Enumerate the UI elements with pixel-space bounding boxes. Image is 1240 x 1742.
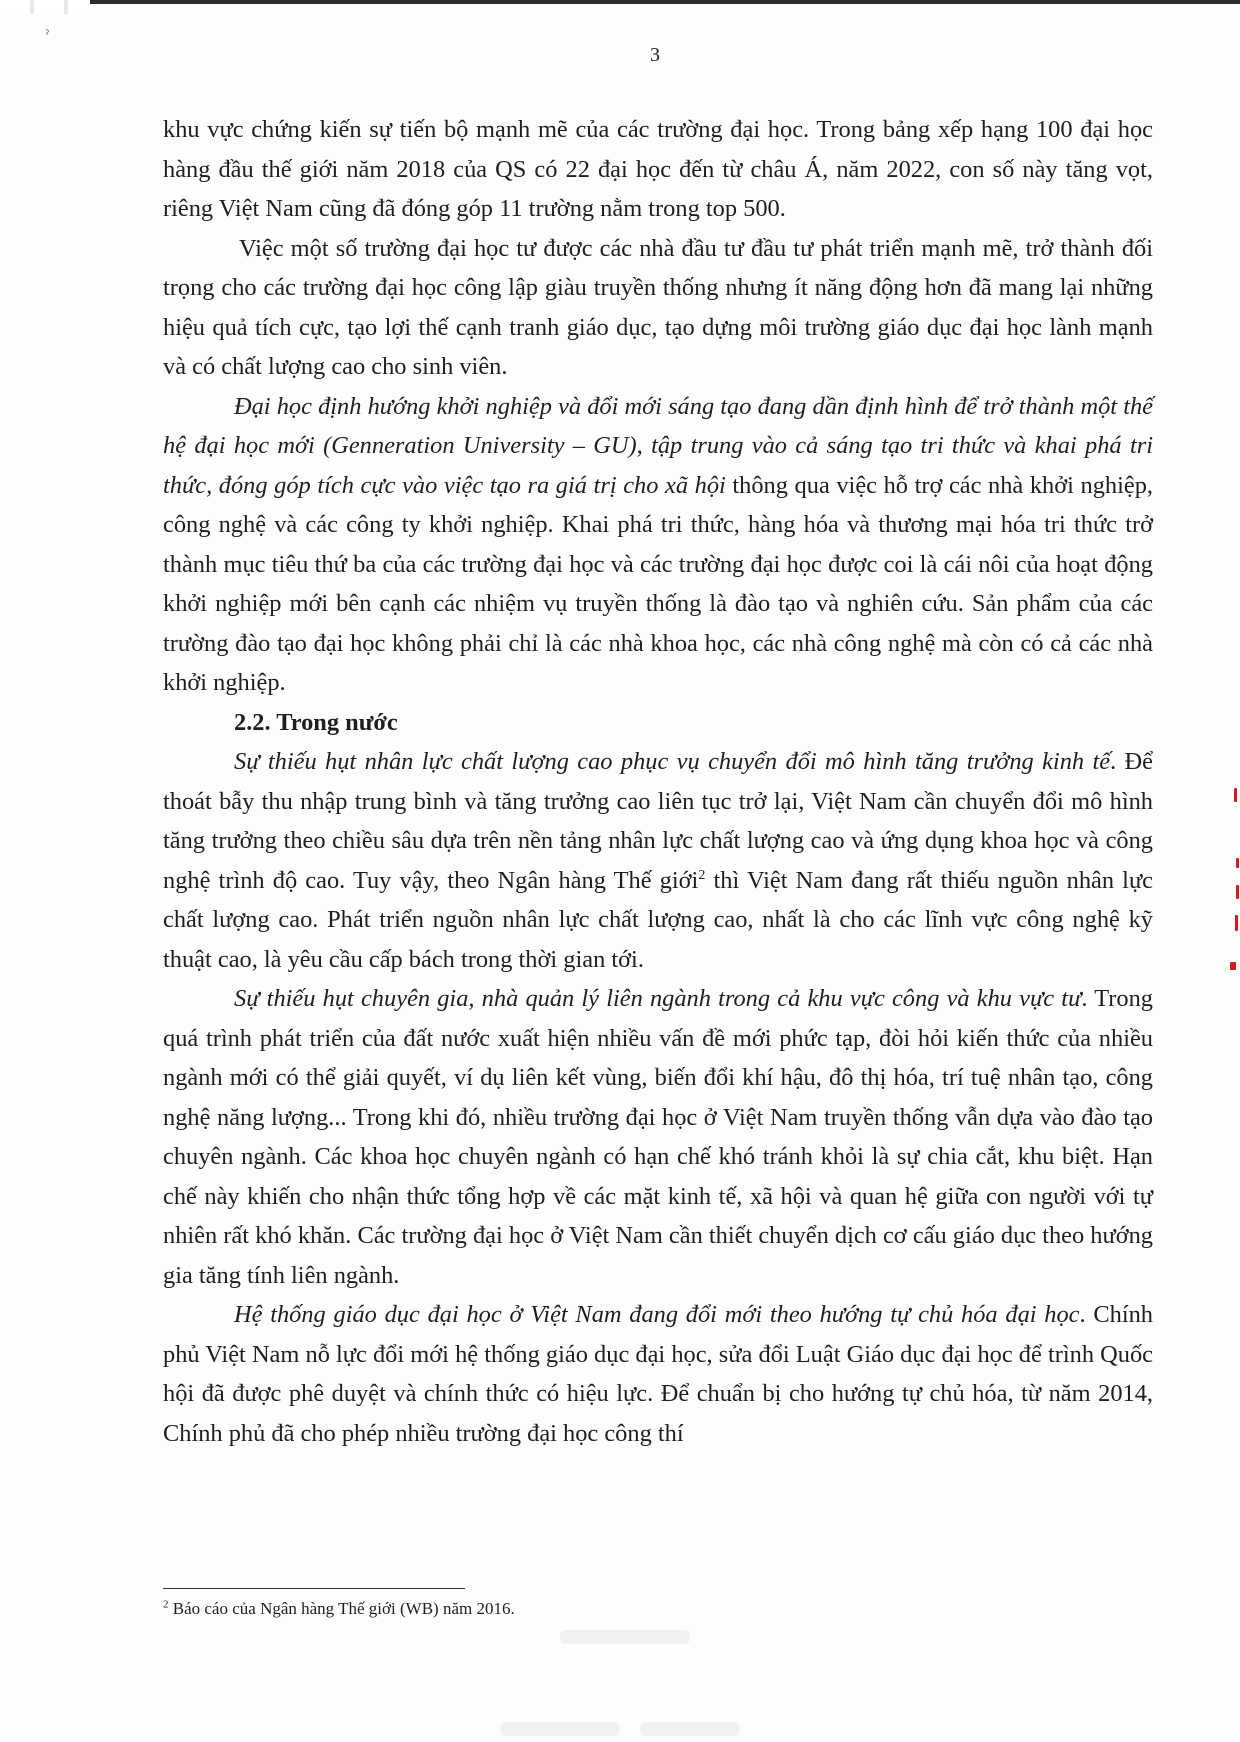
body-text (163, 110, 1153, 1453)
page-number: 3 (650, 44, 660, 66)
top-scan-border (0, 0, 1240, 4)
footnote-divider (163, 1588, 465, 1589)
paragraph-4-text-a: . Để thoát bẫy thu nhập trung bình và tăng trưởng cao liên tục trở lại, Việt Nam cần chuyển đổi mô hình tăng trưởng theo chiều sâu dựa trên nền tảng nhân lực chất lượng cao và ứng dụng khoa học và công nghệ trình độ cao. Tuy vậy, theo Ngân hàng Thế giới (163, 748, 1153, 894)
paragraph-3-text: thông qua việc hỗ trợ các nhà khởi nghiệp, công nghệ và các công ty khởi nghiệp. Khai phá tri thức, hàng hóa và thương mại hóa tri thức trở thành mục tiêu thứ ba của các trường đại học và các trường đại học được coi là cái nôi của hoạt động khởi nghiệp mới bên cạnh các nhiệm vụ truyền thống là đào tạo và nghiên cứu. Sản phẩm của các trường đào tạo đại học không phải chỉ là các nhà khoa học, các nhà công nghệ mà còn có cả các nhà khởi nghiệp. (163, 471, 1153, 696)
margin-mark (1236, 885, 1239, 899)
scan-smudge (560, 1630, 690, 1644)
scan-smudge (500, 1722, 620, 1736)
paragraph-3 (163, 387, 1153, 703)
footnote (163, 1596, 515, 1622)
scan-artifact-mark: ˀ (45, 28, 50, 42)
paragraph-4 (163, 742, 1153, 979)
margin-mark (1236, 858, 1239, 868)
paragraph-2: Việc một số trường đại học tư được các nhà đầu tư đầu tư phát triển mạnh mẽ, trở thành đối trọng cho các trường đại học công lập giàu truyền thống nhưng ít năng động hơn đã mang lại những hiệu quả tích cực, tạo lợi thế cạnh tranh giáo dục, tạo dựng môi trường giáo dục đại học lành mạnh và có chất lượng cao cho sinh viên. (163, 234, 1153, 380)
paragraph-6-text: . Chính phủ Việt Nam nỗ lực đổi mới hệ thống giáo dục đại học, sửa đổi Luật Giáo dục đại học để trình Quốc hội đã được phê duyệt và chính thức có hiệu lực. Để chuẩn bị cho hướng tự chủ hóa, từ năm 2014, Chính phủ đã cho phép nhiều trường đại học công thí (163, 1301, 1153, 1447)
section-heading: 2.2. Trong nước (234, 708, 398, 736)
paragraph-5-italic: Sự thiếu hụt chuyên gia, nhà quản lý liên ngành trong cả khu vực công và khu vực tư (234, 985, 1082, 1012)
paragraph-4-text-b: thì Việt Nam đang rất thiếu nguồn nhân lực chất lượng cao. Phát triển nguồn nhân lực chất lượng cao, nhất là cho các lĩnh vực công nghệ kỹ thuật cao, là yêu cầu cấp bách trong thời gian tới. (163, 866, 1153, 973)
paragraph-5-text: . Trong quá trình phát triển của đất nước xuất hiện nhiều vấn đề mới phức tạp, đòi hỏi kiến thức của nhiều ngành mới có thể giải quyết, ví dụ liên kết vùng, biến đổi khí hậu, đô thị hóa, trí tuệ nhân tạo, công nghệ năng lượng... Trong khi đó, nhiều trường đại học ở Việt Nam truyền thống vẫn dựa vào đào tạo chuyên ngành. Các khoa học chuyên ngành có hạn chế khó tránh khỏi là sự chia cắt, khu biệt. Hạn chế này khiến cho nhận thức tổng hợp về các mặt kinh tế, xã hội và quan hệ giữa con người với tự nhiên rất khó khăn. Các trường đại học ở Việt Nam cần thiết chuyển dịch cơ cấu giáo dục theo hướng gia tăng tính liên ngành. (163, 985, 1153, 1289)
paragraph-6-italic: Hệ thống giáo dục đại học ở Việt Nam đang đổi mới theo hướng tự chủ hóa đại học (234, 1301, 1080, 1328)
paragraph-4-italic: Sự thiếu hụt nhân lực chất lượng cao phục vụ chuyển đổi mô hình tăng trưởng kinh tế (234, 748, 1111, 775)
paragraph-1: khu vực chứng kiến sự tiến bộ mạnh mẽ của các trường đại học. Trong bảng xếp hạng 100 đại học hàng đầu thế giới năm 2018 của QS có 22 đại học đến từ châu Á, năm 2022, con số này tăng vọt, riêng Việt Nam cũng đã đóng góp 11 trường nằm trong top 500. (163, 116, 1153, 222)
footnote-reference: 2 (698, 867, 706, 883)
footnote-marker: 2 (163, 1598, 169, 1611)
paragraph-3-italic: Đại học định hướng khởi nghiệp và đổi mới sáng tạo đang dần định hình để trở thành một thế hệ đại học mới (Genneration University – GU), tập trung vào cả sáng tạo tri thức và khai phá tri thức, đóng góp tích cực vào việc tạo ra giá trị cho xã hội (163, 392, 1153, 499)
footnote-text: Báo cáo của Ngân hàng Thế giới (WB) năm 2016. (168, 1599, 515, 1618)
margin-mark (1230, 962, 1236, 970)
scan-smudge (640, 1722, 740, 1736)
margin-mark (1234, 788, 1237, 802)
scan-corner-mark (0, 0, 90, 14)
margin-mark (1235, 915, 1238, 931)
paragraph-5 (163, 979, 1153, 1295)
paragraph-6 (163, 1295, 1153, 1453)
